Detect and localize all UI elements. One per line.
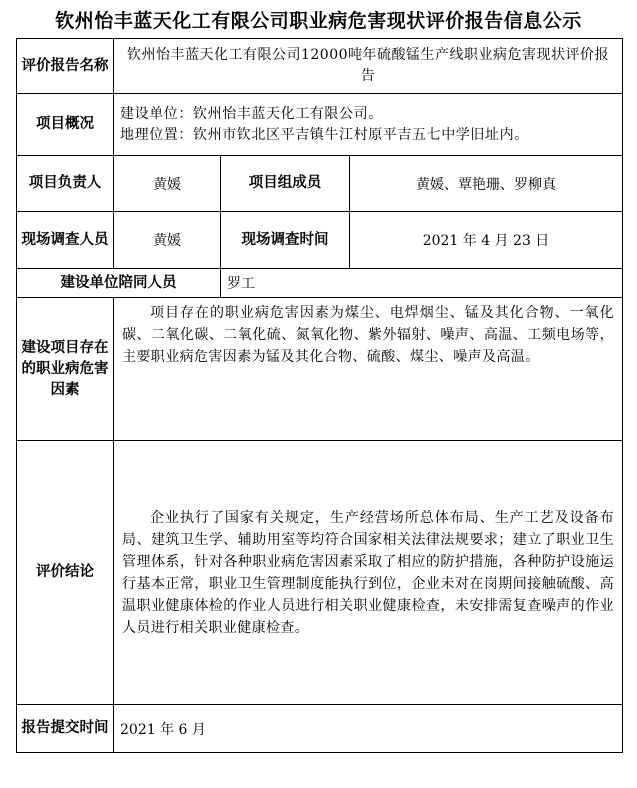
members-label: 项目组成员 [221, 156, 350, 212]
report-name-label: 评价报告名称 [17, 39, 114, 94]
row-escort [17, 269, 623, 298]
document-title: 钦州怡丰蓝天化工有限公司职业病危害现状评价报告信息公示 [55, 10, 582, 32]
escort-value: 罗工 [221, 269, 623, 298]
survey-time-label: 现场调查时间 [221, 212, 350, 269]
overview-value [114, 94, 623, 156]
row-report-name [17, 39, 623, 94]
submit-value: 2021 年 6 月 [114, 705, 623, 753]
info-table [16, 38, 623, 753]
row-hazards [17, 298, 623, 441]
hazards-label: 建设项目存在的职业病危害因素 [17, 298, 114, 441]
surveyor-label: 现场调查人员 [17, 212, 114, 269]
row-overview [17, 94, 623, 156]
conclusion-label: 评价结论 [17, 441, 114, 705]
row-conclusion [17, 441, 623, 705]
hazards-value: 项目存在的职业病危害因素为煤尘、电焊烟尘、锰及其化合物、一氧化碳、二氧化碳、二氧化硫、氮氧化物、紫外辐射、噪声、高温、工频电场等，主要职业病危害因素为锰及其化合物、硫酸、煤尘、噪声及高温。 [114, 298, 623, 441]
survey-time-value: 2021 年 4 月 23 日 [350, 212, 623, 269]
leader-value: 黄媛 [114, 156, 221, 212]
overview-label: 项目概况 [17, 94, 114, 156]
surveyor-value: 黄媛 [114, 212, 221, 269]
escort-label: 建设单位陪同人员 [17, 269, 221, 298]
conclusion-value: 企业执行了国家有关规定，生产经营场所总体布局、生产工艺及设备布局、建筑卫生学、辅助用室等均符合国家相关法律法规要求；建立了职业卫生管理体系，针对各种职业病危害因素采取了相应的防护措施，各种防护设施运行基本正常，职业卫生管理制度能执行到位，企业未对在岗期间接触硫酸、高温职业健康体检的作业人员进行相关职业健康检查，未安排需复查噪声的作业人员进行相关职业健康检查。 [114, 441, 623, 705]
overview-line-location: 地理位置：钦州市钦北区平吉镇牛江村原平吉五七中学旧址内。 [120, 126, 529, 143]
row-survey [17, 212, 623, 269]
row-submit [17, 705, 623, 753]
submit-label: 报告提交时间 [17, 705, 114, 753]
row-leader [17, 156, 623, 212]
leader-label: 项目负责人 [17, 156, 114, 212]
members-value: 黄媛、覃艳珊、罗柳真 [350, 156, 623, 212]
overview-line-builder: 建设单位：钦州怡丰蓝天化工有限公司。 [120, 105, 383, 122]
report-name-value: 钦州怡丰蓝天化工有限公司12000吨年硫酸锰生产线职业病危害现状评价报告 [114, 39, 623, 94]
